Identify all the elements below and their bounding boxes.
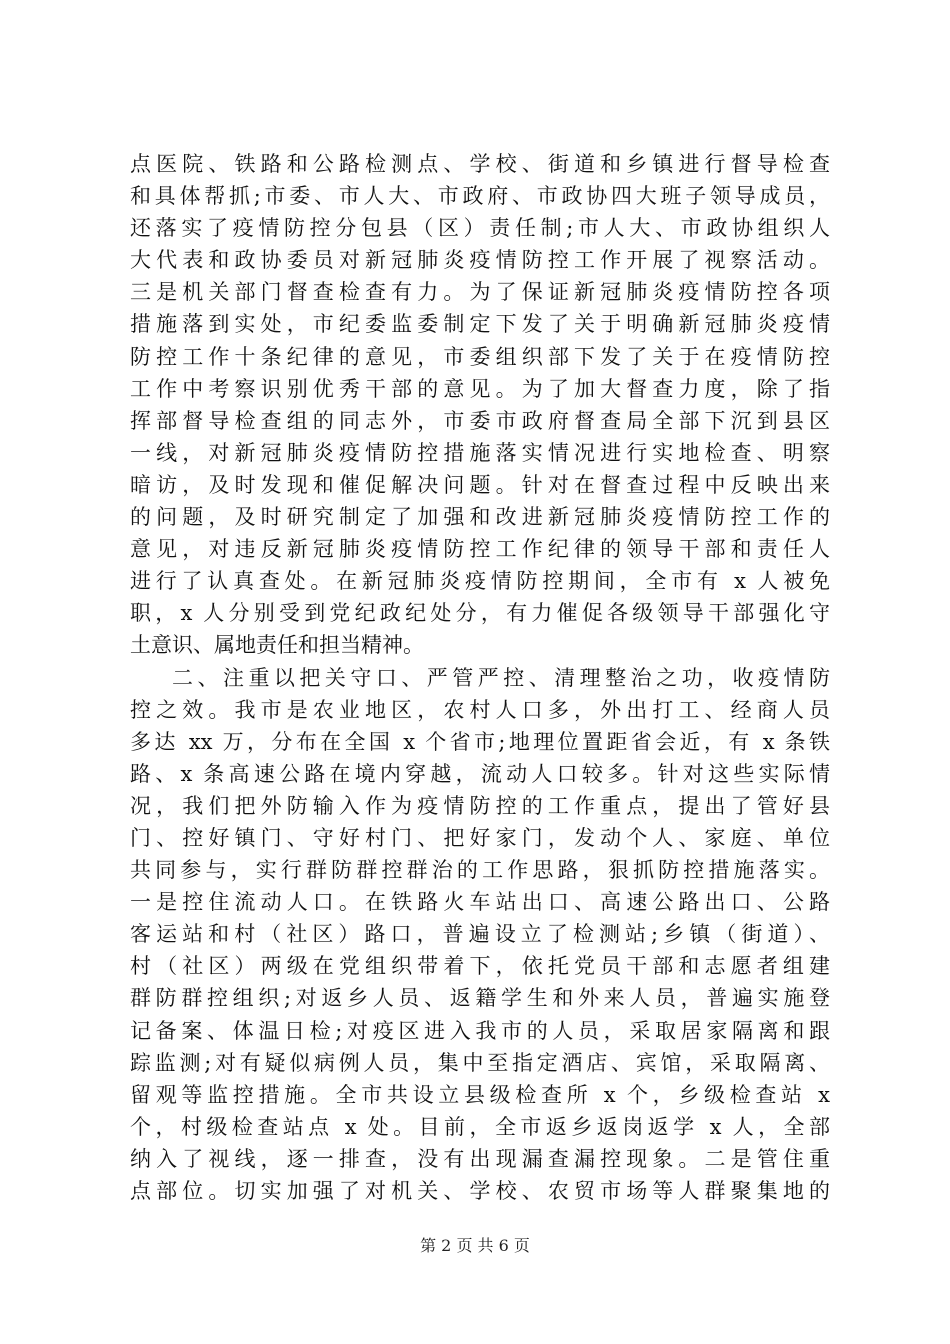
text-line: 多达 xx 万，分布在全国 x 个省市;地理位置距省会近，有 x 条铁 — [130, 729, 830, 754]
text-line: 门、控好镇门、守好村门、把好家门，发动个人、家庭、单位 — [130, 825, 830, 850]
body-text — [130, 148, 830, 1207]
text-line: 挥部督导检查组的同志外，市委市政府督查局全部下沉到县区 — [130, 408, 830, 433]
text-line: 村（社区）两级在党组织带着下，依托党员干部和志愿者组建 — [130, 954, 830, 979]
text-line: 共同参与，实行群防群控群治的工作思路，狠抓防控措施落实。 — [130, 858, 830, 883]
text-line: 踪监测;对有疑似病例人员，集中至指定酒店、宾馆，采取隔离、 — [130, 1050, 830, 1075]
text-line: 况，我们把外防输入作为疫情防控的工作重点，提出了管好县 — [130, 793, 830, 818]
text-line: 路、x 条高速公路在境内穿越，流动人口较多。针对这些实际情 — [130, 761, 830, 786]
text-line: 客运站和村（社区）路口，普遍设立了检测站;乡镇（街道）、 — [130, 922, 830, 947]
text-line: 留观等监控措施。全市共设立县级检查所 x 个，乡级检查站 x — [130, 1082, 830, 1107]
text-line: 点部位。切实加强了对机关、学校、农贸市场等人群聚集地的 — [130, 1179, 830, 1203]
text-line: 控之效。我市是农业地区，农村人口多，外出打工、经商人员 — [130, 697, 830, 722]
text-line: 点医院、铁路和公路检测点、学校、街道和乡镇进行督导检查 — [130, 152, 830, 176]
text-line: 工作中考察识别优秀干部的意见。为了加大督查力度，除了指 — [130, 376, 830, 401]
text-line: 个，村级检查站点 x 处。目前，全市返乡返岗返学 x 人，全部 — [130, 1114, 830, 1139]
text-line: 一线，对新冠肺炎疫情防控措施落实情况进行实地检查、明察 — [130, 440, 830, 465]
text-line: 和具体帮抓;市委、市人大、市政府、市政协四大班子领导成员， — [130, 184, 830, 209]
text-line: 意见，对违反新冠肺炎疫情防控工作纪律的领导干部和责任人 — [130, 537, 830, 562]
text-line: 的问题，及时研究制定了加强和改进新冠肺炎疫情防控工作的 — [130, 505, 830, 530]
text-line: 三是机关部门督查检查有力。为了保证新冠肺炎疫情防控各项 — [130, 280, 830, 305]
text-line: 还落实了疫情防控分包县（区）责任制;市人大、市政协组织人 — [130, 216, 830, 241]
paragraph-start-line: 二、注重以把关守口、严管严控、清理整治之功，收疫情防 — [172, 665, 830, 690]
text-line: 土意识、属地责任和担当精神。 — [130, 633, 424, 658]
text-line: 职，x 人分别受到党纪政纪处分，有力催促各级领导干部强化守 — [130, 601, 830, 626]
text-line: 一是控住流动人口。在铁路火车站出口、高速公路出口、公路 — [130, 890, 830, 915]
text-line: 群防群控组织;对返乡人员、返籍学生和外来人员，普遍实施登 — [130, 986, 830, 1011]
text-line: 暗访，及时发现和催促解决问题。针对在督查过程中反映出来 — [130, 472, 830, 497]
text-line: 措施落到实处，市纪委监委制定下发了关于明确新冠肺炎疫情 — [130, 312, 830, 337]
text-line: 防控工作十条纪律的意见，市委组织部下发了关于在疫情防控 — [130, 344, 830, 369]
text-line: 进行了认真查处。在新冠肺炎疫情防控期间，全市有 x 人被免 — [130, 569, 830, 594]
text-line: 记备案、体温日检;对疫区进入我市的人员，采取居家隔离和跟 — [130, 1018, 830, 1043]
text-line: 大代表和政协委员对新冠肺炎疫情防控工作开展了视察活动。 — [130, 248, 830, 273]
text-line: 纳入了视线，逐一排查，没有出现漏查漏控现象。二是管住重 — [130, 1146, 830, 1171]
page-indicator: 第 2 页 共 6 页 — [420, 1236, 530, 1255]
